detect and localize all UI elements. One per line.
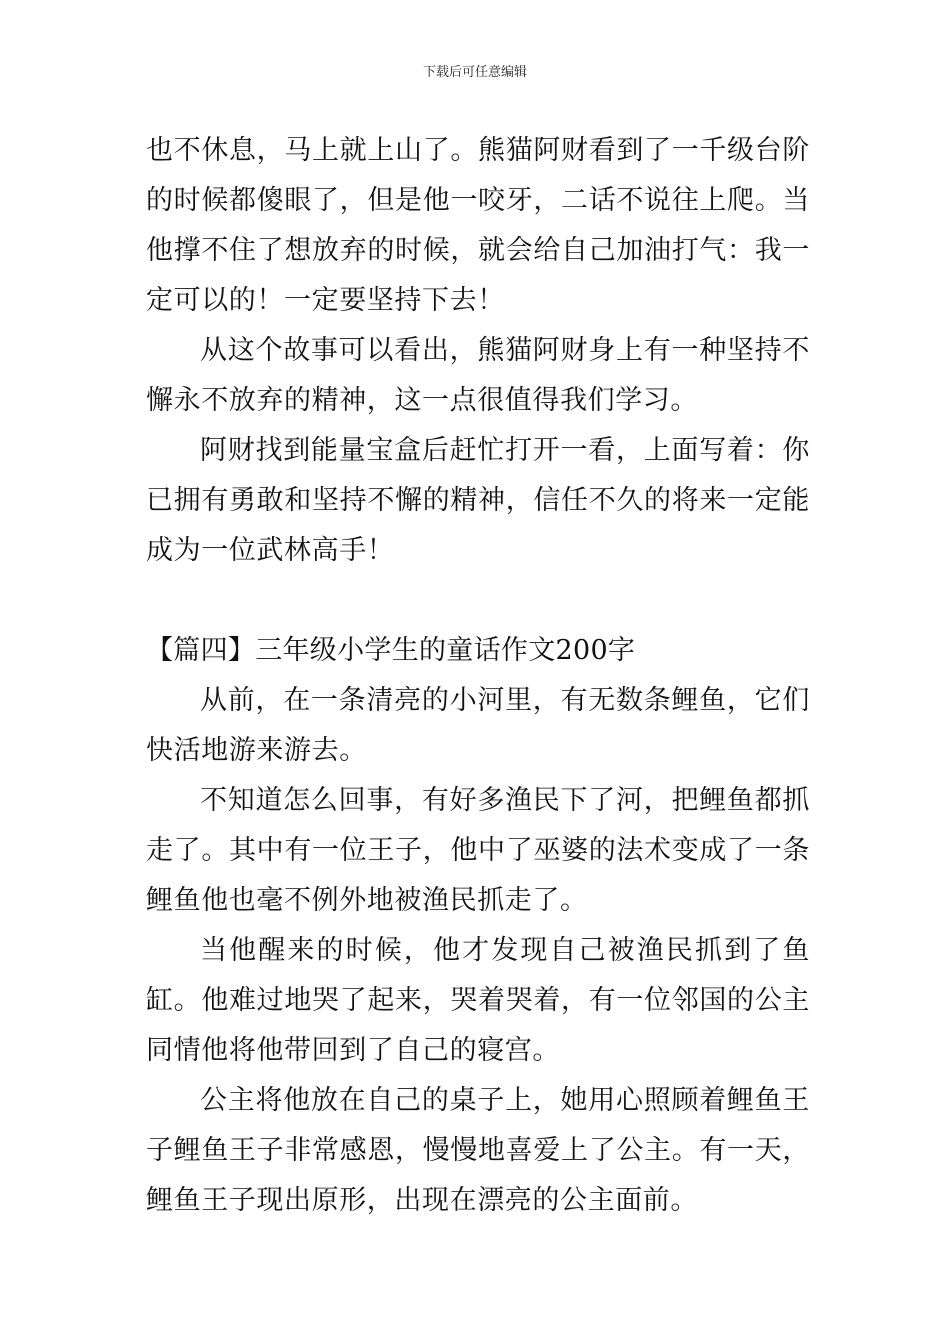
document-body — [146, 126, 810, 1226]
paragraph-6: 当他醒来的时候，他才发现自己被渔民抓到了鱼缸。他难过地哭了起来，哭着哭着，有一位邻国的公主同情他将他带回到了自己的寝宫。 — [146, 935, 810, 1066]
paragraph-4: 从前，在一条清亮的小河里，有无数条鲤鱼，它们快活地游来游去。 — [146, 685, 810, 766]
section-title: 【篇四】三年级小学生的童话作文200字 — [146, 635, 636, 666]
blank-line — [146, 576, 810, 626]
paragraph-3: 阿财找到能量宝盒后赶忙打开一看，上面写着：你已拥有勇敢和坚持不懈的精神，信任不久的将来一定能成为一位武林高手！ — [146, 435, 810, 566]
page-header: 下载后可任意编辑 — [422, 65, 527, 80]
paragraph-2: 从这个故事可以看出，熊猫阿财身上有一种坚持不懈永不放弃的精神，这一点很值得我们学习。 — [146, 335, 810, 416]
paragraph-1: 也不休息，马上就上山了。熊猫阿财看到了一千级台阶的时候都傻眼了，但是他一咬牙，二话不说往上爬。当他撑不住了想放弃的时候，就会给自己加油打气：我一定可以的！一定要坚持下去！ — [146, 135, 810, 316]
paragraph-7: 公主将他放在自己的桌子上，她用心照顾着鲤鱼王子鲤鱼王子非常感恩，慢慢地喜爱上了公主。有一天，鲤鱼王子现出原形，出现在漂亮的公主面前。 — [146, 1085, 810, 1216]
paragraph-5: 不知道怎么回事，有好多渔民下了河，把鲤鱼都抓走了。其中有一位王子，他中了巫婆的法术变成了一条鲤鱼他也毫不例外地被渔民抓走了。 — [146, 785, 810, 916]
